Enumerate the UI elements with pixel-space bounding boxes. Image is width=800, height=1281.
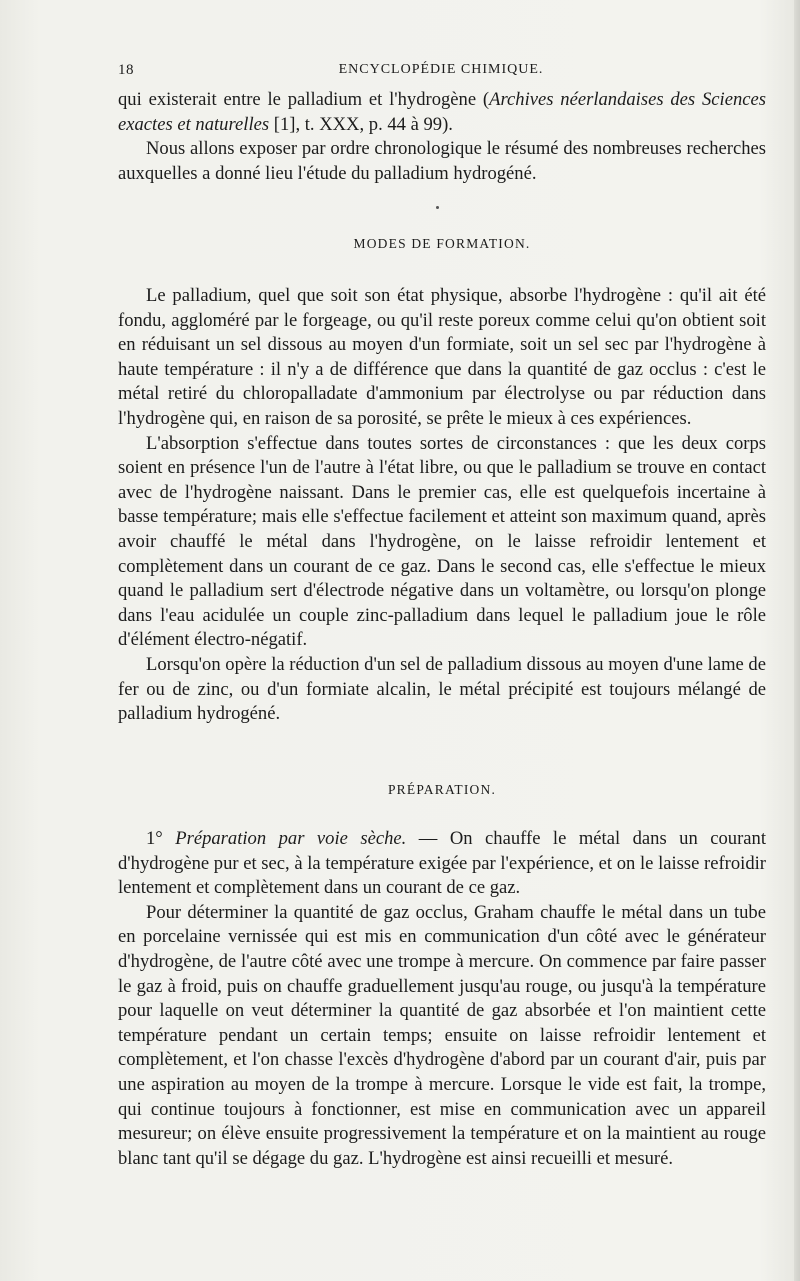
- formation-text: [118, 284, 766, 727]
- subsection-title: Préparation par voie sèche.: [175, 828, 407, 849]
- page-number: 18: [118, 62, 134, 78]
- formation-paragraph-1: Le palladium, quel que soit son état physique, absorbe l'hydrogène : qu'il ait été fondu, aggloméré par le forgeage, ou qu'il reste poreux comme celui qu'on obtient soit en réduisant un sel dissous au moyen d'un formiate, soit un sel sec par l'hydrogène à haute température : il n'y a de différence que dans la quantité de gaz occlus : c'est le métal retiré du chloropalladate d'ammonium par électrolyse ou par réduction dans l'hydrogène qui, en raison de sa porosité, se prête le mieux à ces expériences.: [118, 285, 766, 429]
- subsection-number: 1°: [146, 828, 163, 849]
- intro-paragraph-1: [118, 88, 766, 137]
- formation-paragraph-3: Lorsqu'on opère la réduction d'un sel de palladium dissous au moyen d'une lame de fer ou de zinc, ou d'un formiate alcalin, le métal précipité est toujours mélangé de palladium hydrogéné.: [118, 653, 766, 725]
- preparation-paragraph-1: [118, 827, 766, 901]
- preparation-paragraph-2: Pour déterminer la quantité de gaz occlus, Graham chauffe le métal dans un tube en porcelaine vernissée qui est mis en communication d'un côté avec le générateur d'hydrogène, de l'autre côté avec une trompe à mercure. On commence par faire passer le gaz à froid, puis on chauffe graduellement jusqu'au rouge, ou jusqu'à la température pour laquelle on veut déterminer la quantité de gaz absorbée et l'on maintient cette température pendant un certain temps; ensuite on laisse refroidir lentement et complètement, et l'on chasse l'excès d'hydrogène d'abord par un courant d'air, puis par une aspiration au moyen de la trompe à mercure. Lorsque le vide est fait, la trompe, qui continue toujours à fonctionner, est mise en communication avec un appareil mesureur; on élève ensuite progressivement la température et on la maintient au rouge blanc tant qu'il se dégage du gaz. L'hydrogène est ainsi recueilli et mesuré.: [118, 901, 766, 1169]
- running-head: [118, 58, 764, 82]
- running-title: ENCYCLOPÉDIE CHIMIQUE.: [338, 62, 544, 77]
- page-edge: [794, 0, 800, 1281]
- intro-text-run: [1], t. XXX, p. 44 à 99).: [269, 113, 453, 135]
- formation-paragraph-2: L'absorption s'effectue dans toutes sortes de circonstances : que les deux corps soient en présence l'un de l'autre à l'état libre, ou que le palladium se trouve en contact avec de l'hydrogène naissant. Dans le premier cas, elle est quelquefois incertaine à basse température; mais elle s'effectue facilement et atteint son maximum quand, après avoir chauffé le métal dans l'hydrogène, on le laisse refroidir lentement et complètement dans un courant de ce gaz. Dans le second cas, elle s'effectue le mieux quand le palladium sert d'électrode négative dans un voltamètre, ou lorsqu'on plonge dans l'eau acidulée un couple zinc-palladium dans lequel le palladium joue le rôle d'élément électro-négatif.: [118, 432, 766, 651]
- preparation-text: [118, 827, 766, 1171]
- journal-title: Archives néerlandaises des Sciences exactes et naturelles: [118, 89, 766, 135]
- subsection-text: — On chauffe le métal dans un courant d'hydrogène pur et sec, à la température exigée par l'expérience, et on le laisse refroidir lentement et complètement dans un courant de ce gaz.: [118, 828, 766, 899]
- section-heading-preparation: PRÉPARATION.: [387, 782, 497, 797]
- intro-paragraph-2: Nous allons exposer par ordre chronologique le résumé des nombreuses recherches auxquelles a donné lieu l'étude du palladium hydrogéné.: [118, 138, 766, 184]
- intro-text: [118, 88, 766, 186]
- decorative-dot: [436, 206, 439, 209]
- intro-text-run: qui existerait entre le palladium et l'hydrogène (: [118, 89, 490, 110]
- section-heading-formation: MODES DE FORMATION.: [353, 236, 531, 251]
